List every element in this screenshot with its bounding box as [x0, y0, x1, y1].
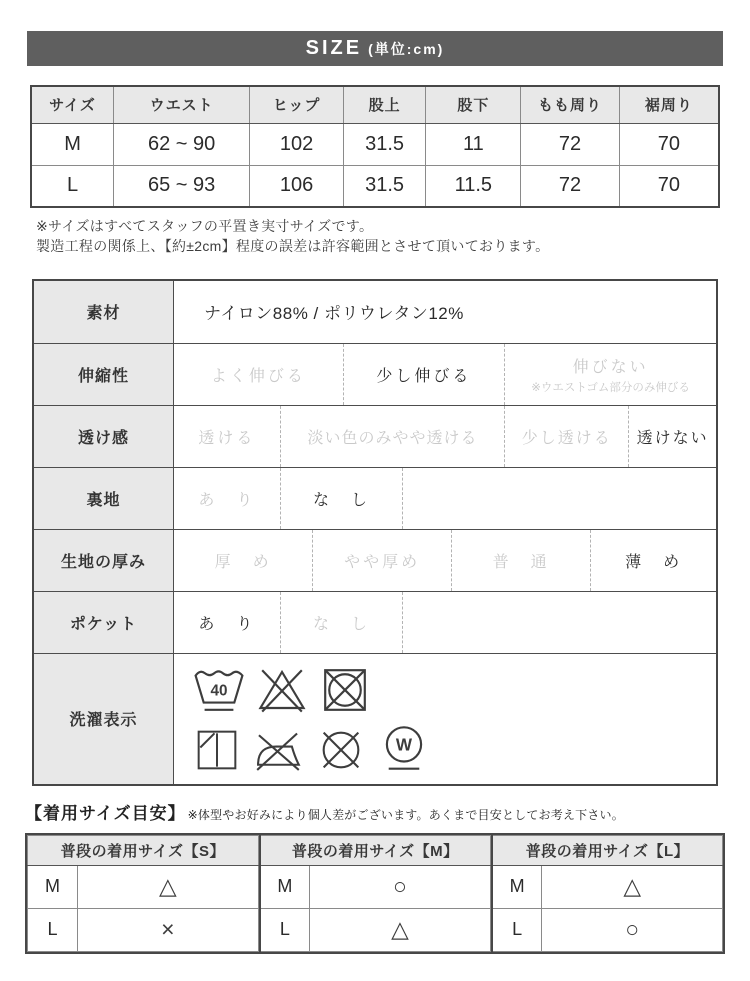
- fit-table-s: [27, 835, 259, 952]
- rise-value: 31.5: [343, 165, 426, 207]
- fit-table-l-row-l: [492, 908, 723, 951]
- lining-filler-cell: [403, 468, 716, 529]
- hem-value: 70: [619, 165, 719, 207]
- fit-table-l-header: 普段の着用サイズ【L】: [492, 835, 723, 865]
- spec-row-material: [34, 281, 716, 343]
- col-size: サイズ: [31, 86, 114, 123]
- size-note-line2: 製造工程の関係上、【約±2cm】程度の誤差は許容範囲とさせて頂いております。: [36, 237, 550, 254]
- stretch-option-note: ※ウエストゴム部分のみ伸びる: [531, 381, 690, 394]
- hip-value: 102: [250, 123, 344, 165]
- fit-size-label: L: [28, 908, 78, 951]
- pocket-filler-cell: [403, 592, 716, 653]
- fit-table-s-header: 普段の着用サイズ【S】: [28, 835, 259, 865]
- size-table: [30, 85, 720, 208]
- sheer-option-sheer: 透ける: [174, 406, 281, 467]
- fit-mark: ○: [542, 908, 723, 951]
- svg-text:40: 40: [210, 682, 228, 700]
- fit-table-m: [259, 835, 491, 952]
- thickness-label: 生地の厚み: [34, 530, 174, 591]
- care-symbols: [174, 654, 716, 784]
- lining-option-no: な し: [281, 468, 403, 529]
- spec-row-care: [34, 653, 716, 784]
- do-not-tumble-dry-icon: [318, 662, 372, 718]
- stretch-option-some: 少し伸びる: [344, 344, 506, 405]
- size-row-l: [31, 165, 719, 207]
- fit-table-s-header-row: [28, 835, 259, 865]
- sheer-option-slight: 少し透ける: [505, 406, 629, 467]
- thickness-option-slightly-thick: やや厚め: [313, 530, 452, 591]
- size-title: SIZE: [305, 37, 363, 59]
- care-symbols-row2: [192, 720, 716, 776]
- waist-value: 65 ~ 93: [114, 165, 250, 207]
- size-section-header: [27, 31, 723, 66]
- hem-value: 70: [619, 123, 719, 165]
- col-hip: ヒップ: [250, 86, 344, 123]
- fit-guide-title: 【着用サイズ目安】: [25, 803, 186, 823]
- thickness-option-thick: 厚 め: [174, 530, 313, 591]
- col-hem: 裾周り: [619, 86, 719, 123]
- fit-table-l-row-m: [492, 865, 723, 908]
- sheer-option-light-colors: 淡い色のみやや透ける: [281, 406, 505, 467]
- fit-size-label: M: [28, 865, 78, 908]
- pocket-option-yes: あ り: [174, 592, 281, 653]
- spec-row-thickness: [34, 529, 716, 591]
- fit-table-m-header: 普段の着用サイズ【M】: [260, 835, 491, 865]
- size-note: [36, 217, 750, 257]
- fit-mark: △: [310, 908, 491, 951]
- thickness-option-thin: 薄 め: [625, 553, 683, 571]
- waist-value: 62 ~ 90: [114, 123, 250, 165]
- fit-table-m-row-l: [260, 908, 491, 951]
- fit-guide-tables: [25, 833, 725, 954]
- fit-size-label: M: [260, 865, 310, 908]
- care-label: 洗濯表示: [34, 654, 174, 784]
- inseam-value: 11: [426, 123, 521, 165]
- size-label: L: [31, 165, 114, 207]
- col-thigh: もも周り: [521, 86, 619, 123]
- fit-guide-note: ※体型やお好みにより個人差がございます。あくまで目安としてお考え下さい。: [187, 807, 624, 822]
- wet-clean-gentle-icon: [377, 720, 431, 776]
- fit-table-s-row-l: [28, 908, 259, 951]
- thigh-value: 72: [521, 123, 619, 165]
- fit-size-label: M: [492, 865, 542, 908]
- stretch-option-none-text: 伸びない: [572, 358, 649, 376]
- spec-row-lining: [34, 467, 716, 529]
- fit-table-m-row-m: [260, 865, 491, 908]
- fit-size-label: L: [260, 908, 310, 951]
- sheerness-label: 透け感: [34, 406, 174, 467]
- fit-table-m-header-row: [260, 835, 491, 865]
- spec-row-stretch: [34, 343, 716, 405]
- fit-mark: ×: [78, 908, 259, 951]
- spec-row-pocket: [34, 591, 716, 653]
- size-row-m: [31, 123, 719, 165]
- care-symbols-row1: [192, 662, 716, 718]
- col-rise: 股上: [343, 86, 426, 123]
- fit-table-s-row-m: [28, 865, 259, 908]
- lining-option-yes: あ り: [174, 468, 281, 529]
- material-value: ナイロン88% / ポリウレタン12%: [204, 304, 464, 324]
- machine-wash-40-gentle-icon: [192, 662, 246, 718]
- spec-row-sheerness: [34, 405, 716, 467]
- stretch-option-none: [505, 344, 716, 405]
- stretch-label: 伸縮性: [34, 344, 174, 405]
- fit-mark: ○: [310, 865, 491, 908]
- fit-guide-heading: [25, 799, 750, 824]
- lining-label: 裏地: [34, 468, 174, 529]
- sheer-option-opaque: 透けない: [636, 429, 709, 447]
- do-not-bleach-icon: [255, 662, 309, 718]
- size-table-header-row: [31, 86, 719, 123]
- spec-table: [32, 279, 718, 786]
- line-dry-in-shade-icon: [192, 724, 242, 776]
- size-note-line1: ※サイズはすべてスタッフの平置き実寸サイズです。: [36, 218, 374, 234]
- col-inseam: 股下: [426, 86, 521, 123]
- svg-text:W: W: [395, 735, 413, 755]
- col-waist: ウエスト: [114, 86, 250, 123]
- pocket-option-no: な し: [281, 592, 403, 653]
- size-unit-label: (単位:cm): [368, 40, 445, 57]
- stretch-option-high: よく伸びる: [174, 344, 344, 405]
- thigh-value: 72: [521, 165, 619, 207]
- fit-size-label: L: [492, 908, 542, 951]
- pocket-label: ポケット: [34, 592, 174, 653]
- thickness-option-normal: 普 通: [452, 530, 591, 591]
- fit-mark: △: [78, 865, 259, 908]
- fit-table-l-header-row: [492, 835, 723, 865]
- inseam-value: 11.5: [426, 165, 521, 207]
- fit-table-l: [491, 835, 723, 952]
- material-label: 素材: [34, 281, 174, 343]
- hip-value: 106: [250, 165, 344, 207]
- fit-mark: △: [542, 865, 723, 908]
- rise-value: 31.5: [343, 123, 426, 165]
- do-not-dry-clean-icon: [314, 724, 368, 776]
- size-label: M: [31, 123, 114, 165]
- do-not-iron-icon: [251, 724, 305, 776]
